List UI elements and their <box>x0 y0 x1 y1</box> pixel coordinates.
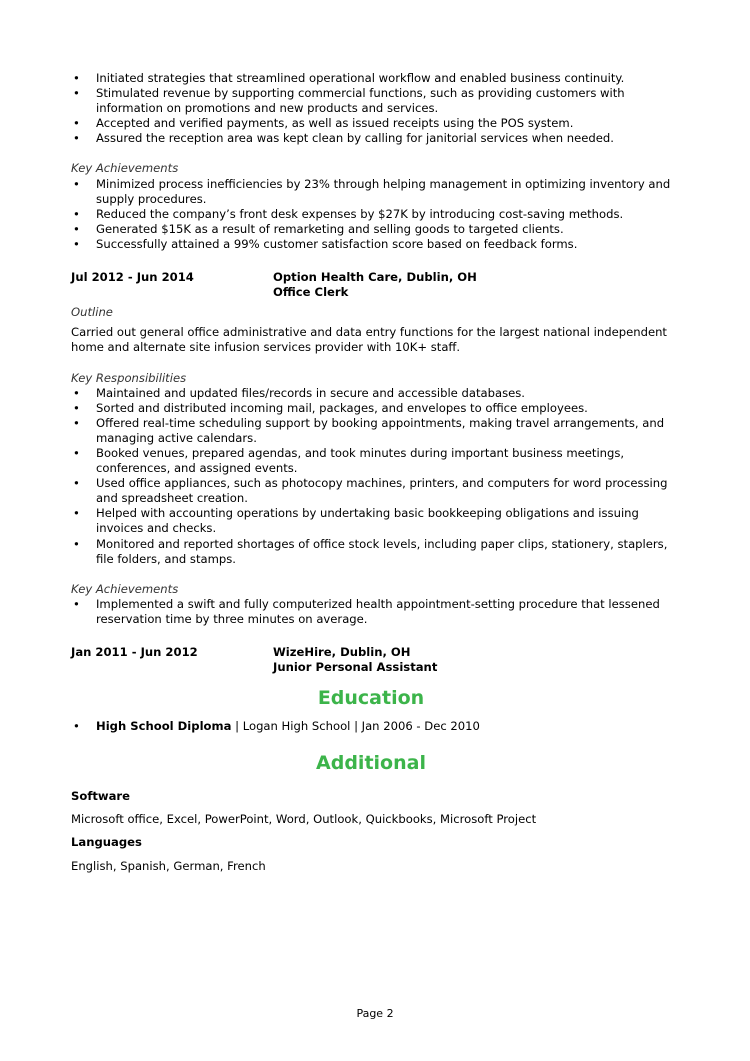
bullet-icon: • <box>73 86 80 101</box>
education-list <box>71 719 671 734</box>
education-degree: High School Diploma <box>96 719 232 734</box>
key-achievements-label: Key Achievements <box>71 161 179 176</box>
responsibility-list <box>71 71 671 146</box>
bullet-icon: • <box>73 385 80 400</box>
key-responsibilities-label: Key Responsibilities <box>71 370 187 385</box>
list-item <box>71 446 671 476</box>
bullet-icon: • <box>73 506 80 521</box>
bullet-icon: • <box>73 71 80 85</box>
outline-label: Outline <box>71 305 113 320</box>
list-item-text: Successfully attained a 99% customer satisfaction score based on feedback forms. <box>96 236 578 251</box>
list-item <box>71 222 671 237</box>
additional-heading: Additional <box>316 752 426 775</box>
job-org <box>273 270 477 300</box>
list-item <box>71 116 671 131</box>
bullet-icon: • <box>73 415 80 430</box>
list-item-text: Stimulated revenue by supporting commercial functions, such as providing customers with information on promotions and new products and services. <box>96 86 625 116</box>
bullet-icon: • <box>73 596 80 611</box>
job-dates: Jul 2012 - Jun 2014 <box>71 270 194 285</box>
list-item <box>71 597 671 627</box>
list-item-text: Monitored and reported shortages of office stock levels, including paper clips, stationery, staplers, file folders, and stamps. <box>96 536 668 566</box>
bullet-icon: • <box>73 131 80 146</box>
bullet-icon: • <box>73 445 80 460</box>
list-item-text: Helped with accounting operations by undertaking basic bookkeeping obligations and issuing invoices and checks. <box>96 506 639 536</box>
list-item <box>71 71 671 86</box>
list-item <box>71 237 671 252</box>
job-dates: Jan 2011 - Jun 2012 <box>71 645 198 659</box>
bullet-icon: • <box>73 476 80 491</box>
education-details: | Logan High School | Jan 2006 - Dec 2010 <box>231 719 480 734</box>
responsibility-list <box>71 386 671 567</box>
list-item-text: Booked venues, prepared agendas, and took minutes during important business meetings, conferences, and assigned events. <box>96 445 625 476</box>
job-company: Option Health Care, Dublin, OH <box>273 270 477 285</box>
list-item-text: Initiated strategies that streamlined operational workflow and enabled business continuity. <box>96 71 625 85</box>
bullet-icon: • <box>73 400 80 415</box>
outline-text: Carried out general office administrative and data entry functions for the largest national independent home and alternate site infusion services provider with 10K+ staff. <box>71 325 667 355</box>
list-item <box>71 86 671 116</box>
list-item-text: Accepted and verified payments, as well as issued receipts using the POS system. <box>96 116 574 131</box>
bullet-icon: • <box>73 116 80 131</box>
list-item-text: Assured the reception area was kept clean by calling for janitorial services when needed. <box>96 131 614 146</box>
job-title: Junior Personal Assistant <box>273 660 438 675</box>
bullet-icon: • <box>73 221 80 236</box>
list-item-text: Maintained and updated files/records in secure and accessible databases. <box>96 385 525 400</box>
list-item <box>71 719 671 734</box>
bullet-icon: • <box>73 206 80 221</box>
list-item <box>71 416 671 446</box>
list-item-text: Offered real-time scheduling support by booking appointments, making travel arrangements, and managing active calendars. <box>96 415 665 445</box>
bullet-icon: • <box>73 719 80 734</box>
list-item <box>71 131 671 146</box>
list-item <box>71 537 671 567</box>
resume-page <box>71 71 671 874</box>
job-header <box>71 270 671 300</box>
job-header <box>71 645 671 675</box>
list-item <box>71 401 671 416</box>
key-achievements-label: Key Achievements <box>71 581 179 596</box>
job-title: Office Clerk <box>273 285 349 300</box>
achievement-list <box>71 597 671 627</box>
list-item <box>71 386 671 401</box>
list-item-text: Minimized process inefficiencies by 23% through helping management in optimizing inventory and supply procedures. <box>96 176 671 206</box>
bullet-icon: • <box>73 236 80 251</box>
languages-list: English, Spanish, German, French <box>71 858 266 873</box>
languages-label: Languages <box>71 835 142 850</box>
bullet-icon: • <box>73 536 80 551</box>
list-item <box>71 207 671 222</box>
list-item-text: Used office appliances, such as photocopy machines, printers, and computers for word processing and spreadsheet creation. <box>96 476 668 506</box>
achievement-list <box>71 177 671 252</box>
software-label: Software <box>71 789 131 804</box>
list-item-text: Generated $15K as a result of remarketing and selling goods to targeted clients. <box>96 221 564 236</box>
list-item-text: Reduced the company’s front desk expenses by $27K by introducing cost-saving methods. <box>96 206 624 221</box>
page-number: Page 2 <box>356 1007 394 1020</box>
bullet-icon: • <box>73 176 80 191</box>
software-list: Microsoft office, Excel, PowerPoint, Word, Outlook, Quickbooks, Microsoft Project <box>71 812 537 827</box>
list-item-text: Sorted and distributed incoming mail, packages, and envelopes to office employees. <box>96 400 588 415</box>
education-heading: Education <box>317 687 425 710</box>
list-item <box>71 506 671 536</box>
job-org <box>273 645 437 675</box>
list-item-text: Implemented a swift and fully computerized health appointment-setting procedure that lessened reservation time by three minutes on average. <box>96 596 660 626</box>
list-item <box>71 177 671 207</box>
list-item <box>71 476 671 506</box>
job-company: WizeHire, Dublin, OH <box>273 645 411 659</box>
